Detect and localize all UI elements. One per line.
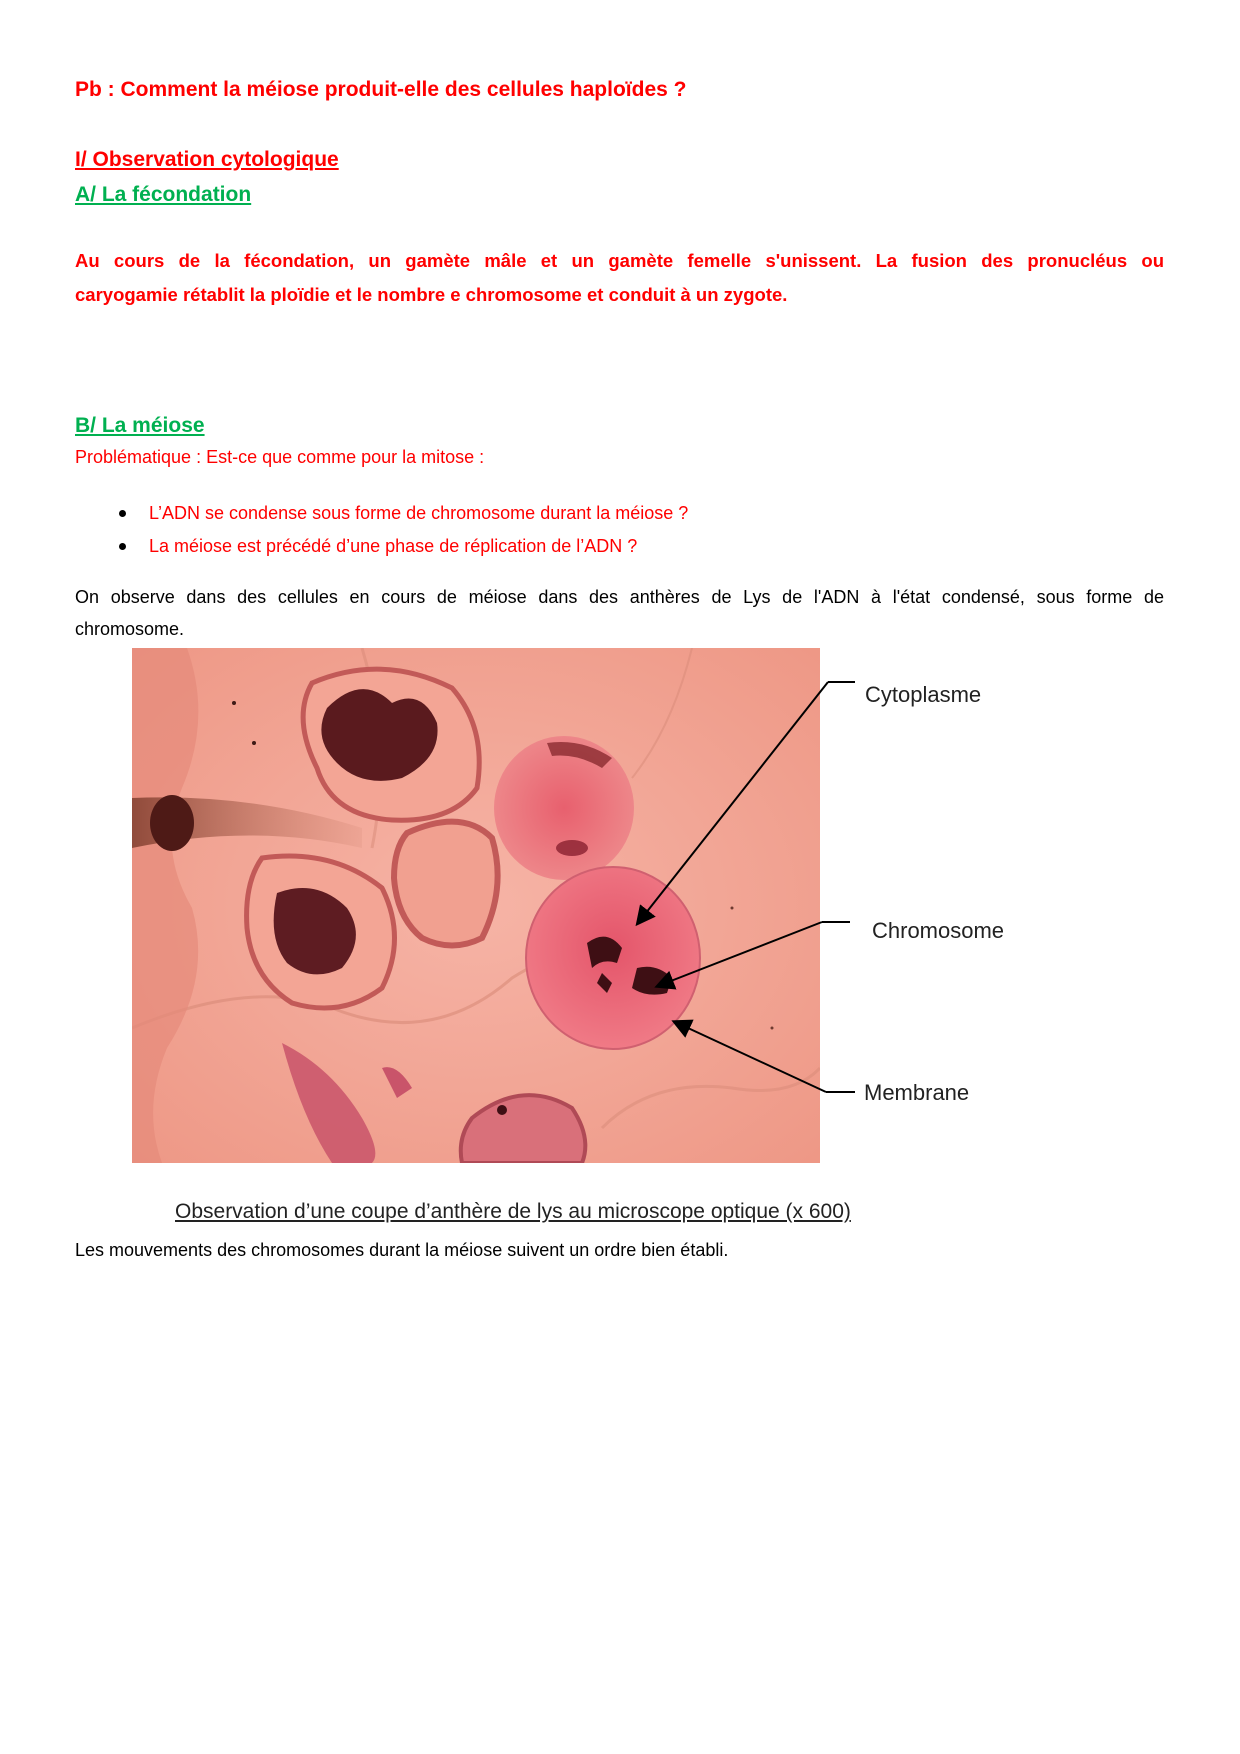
label-chromosome: Chromosome (872, 918, 1005, 943)
label-membrane: Membrane (864, 1080, 970, 1105)
list-item: L’ADN se condense sous forme de chromosome durant la méiose ? (75, 500, 1075, 533)
figure-caption: Observation d’une coupe d’anthère de lys au microscope optique (x 600) (175, 1200, 851, 1223)
observation-line-2: chromosome. (75, 619, 185, 639)
observation-line-1: On observe dans des cellules en cours de méiose dans des anthères de Lys de l'ADN à l'état condensé, sous forme de (75, 587, 1164, 607)
fecondation-paragraph-line-1: Au cours de la fécondation, un gamète mâle et un gamète femelle s'unissent. La fusion des pronucléus ou (75, 250, 1164, 271)
section-1-title: I/ Observation cytologique (75, 148, 339, 171)
subsection-b-title: B/ La méiose (75, 414, 205, 437)
label-cytoplasme: Cytoplasme (865, 682, 982, 707)
problem-statement: Pb : Comment la méiose produit-elle des cellules haploïdes ? (75, 78, 687, 101)
fecondation-paragraph-line-2: caryogamie rétablit la ploïdie et le nombre e chromosome et conduit à un zygote. (75, 284, 788, 305)
problematique-text: Problématique : Est-ce que comme pour la mitose : (75, 447, 485, 467)
subsection-a-title: A/ La fécondation (75, 183, 252, 206)
closing-text: Les mouvements des chromosomes durant la méiose suivent un ordre bien établi. (75, 1240, 729, 1260)
list-item: La méiose est précédé d’une phase de réplication de l’ADN ? (75, 533, 1075, 566)
